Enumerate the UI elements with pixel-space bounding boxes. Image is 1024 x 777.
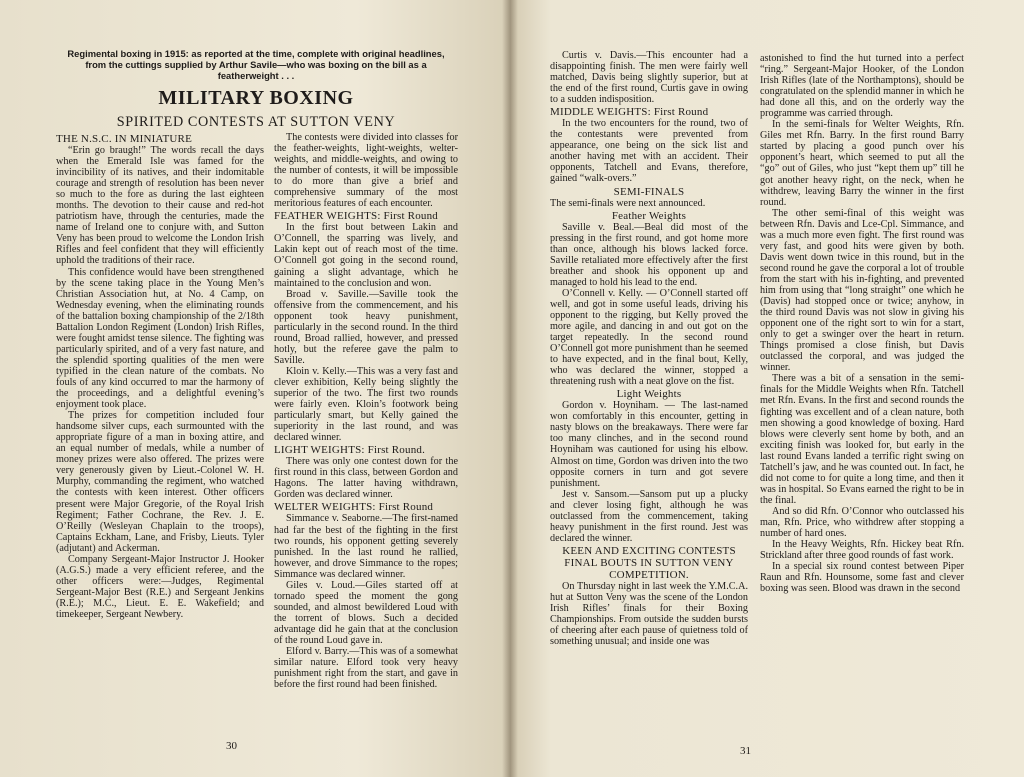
paragraph: In the Heavy Weights, Rfn. Hickey beat Rfn. Strickland after three good rounds of fast work.: [760, 539, 964, 562]
paragraph: Curtis v. Davis.—This encounter had a disappointing finish. The men were fairly well matched, Davis being slightly superior, but at the end of the first round, Curtis gave in owing to a sudden indisposition.: [550, 50, 748, 106]
paragraph: Simmance v. Seaborne.—The first-named had far the best of the fighting in the first two rounds, his opponent getting severely punished. In the last round he rallied, however, and drove Simmance to the ropes; Simmance was declared winner.: [274, 513, 458, 580]
paragraph: Broad v. Saville.—Saville took the offensive from the commencement, and his opponent took heavy punishment, particularly in the second round. In the third round, Broad rallied, however, and pressed hotly, but the referee gave the palm to Saville.: [274, 288, 458, 366]
section-heading: WELTER WEIGHTS: First Round: [274, 501, 434, 514]
paragraph: The other semi-final of this weight was between Rfn. Davis and Lce-Cpl. Simmance, and was a much more even fight. The first round was very fast, and good hits were given by both. Davis went down twice in this round, but in the second round he gave the corporal a lot of trouble from the start with his in-fighting, and prevented him from using that “long straight” one which he (Davis) had stopped once or twice; anyhow, in the third round Davis was not slow in giving his opponent one of the right sort to win for a start, only to get a swinger over the heart in return. Things promised a close finish, but Davis outclassed the corporal, and was judged the winner.: [760, 207, 964, 374]
article-title: MILITARY BOXING: [158, 87, 354, 109]
paragraph: Jest v. Sansom.—Sansom put up a plucky and clever losing fight, although he was outclassed from the commencement, taking heavy punishment in the first round. Jest was declared the winner.: [550, 488, 748, 544]
section-heading: MIDDLE WEIGHTS: First Round: [550, 106, 709, 119]
article-subtitle: SPIRITED CONTESTS AT SUTTON VENY: [116, 114, 396, 130]
section-heading: KEEN AND EXCITING CONTESTS FINAL BOUTS IN SUTTON VENY COMPETITION.: [562, 544, 736, 581]
paragraph: The semi-finals were next announced.: [550, 197, 706, 209]
paragraph: Saville v. Beal.—Beal did most of the pressing in the first round, and got home more than once, although his blows lacked force. Saville retaliated more effectively after the first breather and shook his opponent up and managed to hold his lead to the end.: [550, 221, 748, 288]
section-heading: Feather Weights: [611, 209, 687, 222]
paragraph: astonished to find the hut turned into a perfect “ring.” Sergeant-Major Hooker, of the London Irish Rifles (late of the Northamptons), should be congratulated on the splendid manner in which he had done all this, and on the orderly way the programme was carried through.: [760, 53, 964, 120]
paragraph: The contests were divided into classes for the feather-weights, light-weights, welter-weights, and middle-weights, and owing to the number of contests, it will be impossible to do more than give a brief and comprehensive summary of the most meritorious features of each encounter.: [274, 132, 458, 210]
paragraph: The prizes for competition included four handsome silver cups, each surmounted with the appropriate figure of a man in boxing attire, and an equal number of medals, while a number of money prizes were also offered. The prizes were very generously given by Lieut.-Colonel W. H. Murphy, commanding the regiment, who watched the contests with keen interest. Other officers present were Major Gregorie, of the Royal Irish Regiment; Father Cochrane, the Rev. J. E. O’Reilly (Wesleyan Chaplain to the troops), Captains Eckham, Lane, and Frisby, Lieuts. Tyler (adjutant) and Ackerman.: [56, 410, 264, 554]
paragraph: This confidence would have been strengthened by the scene taking place in the Young Men’s Christian Association hut, at No. 4 Camp, on Wednesday evening, when the eliminating rounds of the battalion boxing championship of the 2/18th Battalion London Regiment (London) Irish Rifles, were fought amidst tense silence. The fighting was particularly spirited, and of a very fast nature, and the splendid sporting qualities of the men were typified in the clean nature of the combats. No fouls of any kind occurred to mar the harmony of the proceedings, and a delightful evening’s enjoyment took place.: [56, 266, 264, 411]
left-page-column-2: [274, 132, 458, 690]
paragraph: And so did Rfn. O’Connor who outclassed his man, Rfn. Price, who withdrew after stopping a number of hard ones.: [760, 505, 964, 540]
paragraph: “Erin go braugh!” The words recall the days when the Emerald Isle was famed for the invincibility of its natives, and their indomitable courage and strength of resolution has been never so much to the fore as during the last eighteen months. The devotion to their cause and red-hot patriotism have, through the centuries, made the name of Ireland one to conjure with, and Sutton Veny has been proud to welcome the London Irish Rifles and feel confident that they will efficiently uphold the traditions of their race.: [56, 145, 264, 267]
section-heading: FEATHER WEIGHTS: First Round: [274, 210, 438, 223]
paragraph: Elford v. Barry.—This was of a somewhat similar nature. Elford took very heavy punishment right from the start, and gave in before the first round had been finished.: [274, 646, 458, 691]
paragraph: In a special six round contest between Piper Raun and Rfn. Hounsome, some fast and clever boxing was seen. Blood was drawn in the second: [760, 561, 964, 595]
intro-text: Regimental boxing in 1915: as reported at the time, complete with original headlines, from the cuttings supplied by Arthur Savile—who was boxing on the bill as a featherweight . . .: [67, 48, 445, 82]
paragraph: There was a bit of a sensation in the semi-finals for the Middle Weights when Rfn. Tatchell met Rfn. Evans. In the first and second rounds the fighting was excellent and of a clean nature, both men showing a good knowledge of boxing. Hard blows were cleverly sent home by both, and an exciting finish was looked for, but early in the last round Evans landed a terrific right swing on Tatchell’s jaw, and he was counted out. In fact, he did not come to for quite a long time, and then it was in hospital. So Evans earned the right to be in the final.: [760, 373, 964, 506]
page-number-left: 30: [226, 740, 237, 752]
section-heading: THE N.S.C. IN MINIATURE: [56, 133, 192, 145]
right-page-column-2: [760, 53, 964, 594]
right-page: [510, 0, 1024, 777]
paragraph: There was only one contest down for the first round in this class, between Gordon and Hagons. The latter having withdrawn, Gorden was declared winner.: [274, 456, 458, 501]
paragraph: In the first bout between Lakin and O’Connell, the sparring was lively, and Lakin kept out of reach most of the time. O’Connell got going in the second round, gaining a slight advantage, which he maintained to the conclusion and won.: [274, 222, 458, 289]
paragraph: In the two encounters for the round, two of the contestants were prevented from appearance, one being on the sick list and another having met with an accident. Their opponents, Tatchell and Evans, therefore, gained “walk-overs.”: [550, 118, 748, 185]
section-heading: Light Weights: [616, 388, 682, 401]
left-page: [0, 0, 510, 777]
page-number-right: 31: [740, 745, 751, 757]
paragraph: Giles v. Loud.—Giles started off at tornado speed the moment the gong sounded, and almost bewildered Loud with the torrent of blows. Such a decided advantage did he gain that at the conclusion of the round Loud gave in.: [274, 579, 458, 646]
paragraph: In the semi-finals for Welter Weights, Rfn. Giles met Rfn. Barry. In the first round Barry started by placing a good punch over his opponent’s heart, which seemed to put all the “go” out of Giles, who just “kept them up” till he got another heavy right, on the neck, when he withdrew, leaving Barry the winner in the first round.: [760, 119, 964, 208]
page-gutter: [502, 0, 518, 777]
paragraph: O’Connell v. Kelly. — O’Connell started off well, and got in some useful leads, driving his opponent to the rigging, but Kelly proved the more agile, and dancing in and out got on the target repeatedly. In the second round O’Connell got more punishment than he seemed to have expected, and in the final bout, Kelly, who was declared the winner, stopped a threatening rush with a neat glove on the fist.: [550, 287, 748, 388]
section-heading: SEMI-FINALS: [613, 185, 685, 198]
paragraph: Gordon v. Hoyniham. — The last-named won comfortably in this encounter, getting in nasty blows on the breakaways. There were far too many clinches, and in the second round Hoyniham was cautioned for using his elbow. Almost on time, Gordon was driven into the two opposite corners in turn and got severe punishment.: [550, 400, 748, 489]
section-heading: LIGHT WEIGHTS: First Round.: [274, 444, 426, 457]
left-page-column-1: [56, 132, 264, 620]
paragraph: On Thursday night in last week the Y.M.C.A. hut at Sutton Veny was the scene of the London Irish Rifles’ finals for their Boxing Championships. From outside the sudden bursts of cheering after each pause of quietness told of something unusual; and inside one was: [550, 580, 748, 648]
paragraph: Kloin v. Kelly.—This was a very fast and clever exhibition, Kelly being slightly the superior of the two. The first two rounds were fairly even. Kloin’s footwork being particularly smart, but Kelly gained the superiority in the last round, and was declared winner.: [274, 365, 458, 444]
right-page-column-1: [550, 50, 748, 647]
paragraph: Company Sergeant-Major Instructor J. Hooker (A.G.S.) made a very efficient referee, and the other officers were:—Judges, Regimental Sergeant-Major Best (R.E.) and Sergeant Jenkins (R.E.); M.C., Lieut. E. E. Wakefield; and timekeeper, Sergeant Newbery.: [56, 553, 264, 620]
